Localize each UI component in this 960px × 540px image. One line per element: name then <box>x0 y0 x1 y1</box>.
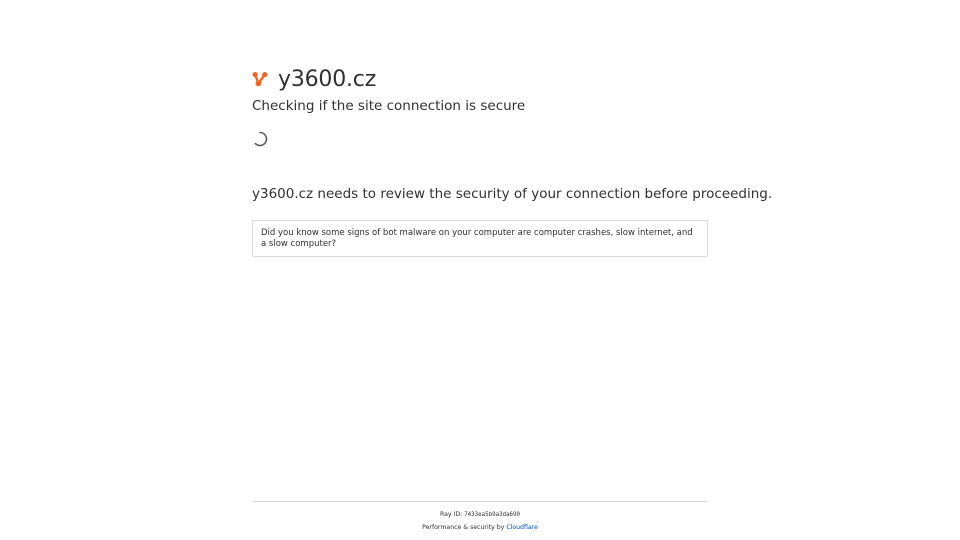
performance-text: Performance & security by <box>422 524 505 531</box>
y3600-logo-icon <box>252 71 268 87</box>
ray-id-label: Ray ID: <box>439 511 463 518</box>
malware-tip-box <box>252 220 708 257</box>
security-review-message: y3600.cz needs to review the security of your connection before proceeding. <box>252 186 773 202</box>
page-subtitle: Checking if the site connection is secure <box>252 98 526 114</box>
footer <box>252 501 708 532</box>
ray-id-value: 7433ea5b9a3da690 <box>464 512 521 518</box>
cloudflare-link[interactable]: Cloudflare <box>506 524 538 531</box>
site-header <box>252 62 708 96</box>
ray-id-line <box>252 511 708 519</box>
malware-tip-text: Did you know some signs of bot malware on your computer are computer crashes, slow internet, and a slow computer? <box>261 228 693 249</box>
main-content <box>252 62 773 257</box>
performance-line <box>252 524 708 532</box>
site-name: y3600.cz <box>278 66 377 92</box>
loading-spinner-icon <box>252 131 268 147</box>
